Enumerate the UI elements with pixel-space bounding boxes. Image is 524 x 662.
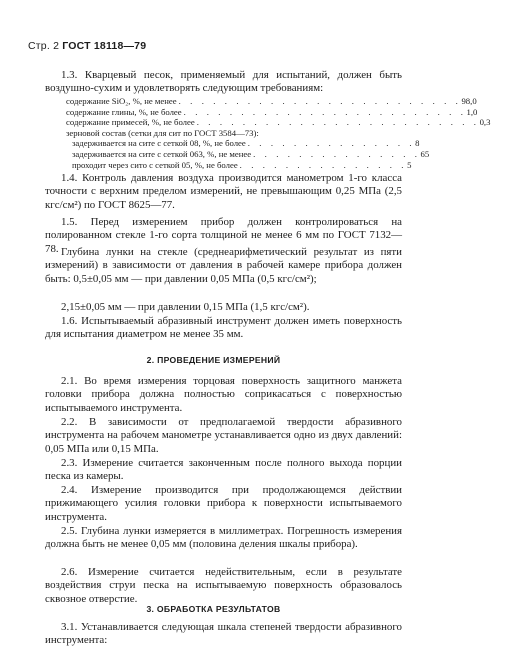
grain-label: задерживается на сите с сеткой 08, %, не более (72, 138, 246, 149)
requirement-row (66, 117, 491, 128)
leader-dots: . . . . . . . . . . . . . . . . . . . . . . . . . (183, 106, 467, 117)
requirement-value: 98,0 (461, 96, 477, 106)
requirement-row (66, 96, 477, 107)
clause-2-3: 2.3. Измерение считается законченным после полного выхода порции песка из камеры. (45, 457, 402, 483)
requirement-label: содержание глины, %, не более (66, 106, 182, 117)
leader-dots: . . . . . . . . . . . . . . . (253, 148, 421, 159)
clause-1-3-text: 1.3. Кварцевый песок, применяемый для испытаний, должен быть воздушно-сухим и удовлетворять следующим требованиям: (45, 69, 402, 95)
sand-requirements-table (66, 96, 491, 170)
grain-label: проходит через сито с сеткой 05, %, не более (72, 159, 238, 170)
grain-row (66, 159, 412, 171)
leader-dots: . . . . . . . . . . . . . . . (247, 138, 416, 149)
page-header (28, 40, 146, 52)
clause-1-4: 1.4. Контроль давления воздуха производится манометром 1-го класса точности с верхним пределом измерений, не превышающим 0,25 МПа (2,5 кгс/см²) по ГОСТ 8625—77. (45, 172, 402, 211)
clause-2-5: 2.5. Глубина лунки измеряется в миллиметрах. Погрешность измерения должна быть не менее 0,05 мм (половина деления шкалы прибора). (45, 525, 402, 551)
section-heading-2: 2. ПРОВЕДЕНИЕ ИЗМЕРЕНИЙ (146, 355, 281, 365)
clause-2-2: 2.2. В зависимости от предполагаемой твердости абразивного инструмента на рабочем манометре устанавливается одно из двух давлений: 0,05 МПа или 0,15 МПа. (45, 416, 402, 455)
requirement-value: 0,3 (479, 117, 491, 128)
requirement-label: содержание SiO₂, %, не менее (66, 96, 177, 106)
clause-2-6: 2.6. Измерение считается недействительным, если в результате воздействия струи песка на испытываемую поверхность образовалось сквозное отверстие. (45, 566, 402, 605)
requirement-label: содержание примесей, %, не более (66, 117, 195, 128)
clause-2-4: 2.4. Измерение производится при продолжающемся действии прижимающего усилия головки прибора к поверхности испытываемого инструмента. (45, 484, 402, 523)
requirement-value: 1,0 (466, 106, 478, 117)
leader-dots: . . . . . . . . . . . . . . . (239, 159, 408, 170)
grain-label: задерживается на сите с сеткой 063, %, не менее (72, 148, 252, 159)
clause-3-1: 3.1. Устанавливается следующая шкала степеней твердости абразивного инструмента: (45, 621, 402, 647)
grain-value: 8 (415, 138, 420, 149)
gost-number: ГОСТ 18118—79 (62, 40, 147, 52)
clause-2-1: 2.1. Во время измерения торцовая поверхность защитного манжета головки прибора должна полностью соприкасаться с поверхностью испытываемого инструмента. (45, 375, 402, 414)
grain-row (66, 148, 430, 160)
grain-row (66, 138, 420, 149)
section-heading-3: 3. ОБРАБОТКА РЕЗУЛЬТАТОВ (146, 604, 281, 614)
clause-1-6: 1.6. Испытываемый абразивный инструмент должен иметь поверхность для испытания диаметром не менее 35 мм. (45, 315, 402, 341)
clause-1-5-depth: Глубина лунки на стекле (среднеарифметический результат из пяти измерений) в зависимости от давления в рабочей камере прибора должен быть: 0,5±0,05 мм — при давлении 0,05 МПа (0,5 кгс/см²); (45, 246, 402, 285)
clause-1-5: 1.5. Перед измерением прибор должен контролироваться на полированном стекле 1-го сорта толщиной не менее 6 мм по ГОСТ 7132—78. (45, 216, 402, 255)
clause-1-3 (45, 69, 402, 96)
leader-dots: . . . . . . . . . . . . . . . . . . . . . . . . . (178, 96, 462, 106)
grain-composition-label: зерновой состав (сетки для сит по ГОСТ 3584—73): (66, 127, 259, 138)
page-label: Стр. 2 (28, 40, 60, 52)
clause-1-5-depth-second: 2,15±0,05 мм — при давлении 0,15 МПа (1,5 кгс/см²). (61, 301, 310, 313)
grain-value: 5 (407, 159, 412, 170)
grain-value: 65 (420, 148, 430, 159)
requirement-row (66, 106, 478, 118)
leader-dots: . . . . . . . . . . . . . . . . . . . . . . . . . (196, 117, 480, 128)
